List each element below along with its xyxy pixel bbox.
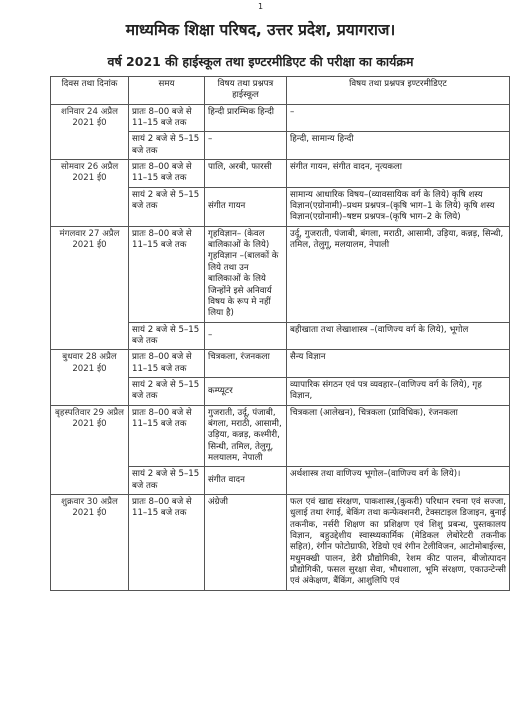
header-highschool: विषय तथा प्रश्नपत्र हाईस्कूल: [205, 77, 287, 105]
day-date-cell: बृहस्पतिवार 29 अप्रैल 2021 ई0: [51, 405, 129, 494]
page-subtitle: वर्ष 2021 की हाईस्कूल तथा इण्टरमीडिएट की परीक्षा का कार्यक्रम: [107, 54, 414, 69]
table-row: [51, 104, 510, 132]
header-intermediate: विषय तथा प्रश्नपत्र इण्टरमीडिएट: [287, 77, 510, 105]
highschool-cell: चित्रकला, रंजनकला: [205, 350, 287, 378]
intermediate-cell: सामान्य आधारिक विषय–(व्यावसायिक वर्ग के लिये) कृषि शस्य विज्ञान(एग्रोनामी)–प्रथम प्रश्नपत्र–(कृषि भाग–1 के लिये) कृषि शस्य विज्ञान(एग्रोनामी)–षष्टम प्रश्नपत्र–(कृषि भाग–2 के लिये): [287, 187, 510, 226]
highschool-cell: कम्प्यूटर: [205, 377, 287, 405]
page-title: माध्यमिक शिक्षा परिषद, उत्तर प्रदेश, प्रयागराज।: [125, 21, 396, 39]
intermediate-cell: हिन्दी, सामान्य हिन्दी: [287, 132, 510, 160]
highschool-cell: अंग्रेजी: [205, 495, 287, 591]
intermediate-cell: –: [287, 104, 510, 132]
header-time: समय: [129, 77, 205, 105]
table-row: [51, 350, 510, 378]
time-cell: प्रातः 8–00 बजे से 11–15 बजे तक: [129, 104, 205, 132]
intermediate-cell: चित्रकला (आलेखन), चित्रकला (प्राविधिक), रंजनकला: [287, 405, 510, 467]
intermediate-cell: अर्थशास्त्र तथा वाणिज्य भूगोल–(वाणिज्य वर्ग के लिये)।: [287, 467, 510, 495]
highschool-cell: पालि, अरबी, फारसी: [205, 160, 287, 188]
time-cell: प्रातः 8–00 बजे से 11–15 बजे तक: [129, 495, 205, 591]
table-row: [51, 226, 510, 322]
table-row: [51, 160, 510, 188]
time-cell: प्रातः 8–00 बजे से 11–15 बजे तक: [129, 160, 205, 188]
time-cell: सायं 2 बजे से 5–15 बजे तक: [129, 467, 205, 495]
time-cell: सायं 2 बजे से 5–15 बजे तक: [129, 322, 205, 350]
highschool-cell: संगीत गायन: [205, 187, 287, 226]
time-cell: सायं 2 बजे से 5–15 बजे तक: [129, 377, 205, 405]
highschool-cell: –: [205, 132, 287, 160]
highschool-cell: गुजराती, उर्दू, पंजाबी, बंगला, मराठी, आसामी, उड़िया, कन्नड़, कश्मीरी, सिन्धी, तमिल, तेलुगू, मलयालम, नेपाली: [205, 405, 287, 467]
intermediate-cell: उर्दू, गुजराती, पंजाबी, बंगला, मराठी, आसामी, उड़िया, कन्नड़, सिन्धी, तमिल, तेलुगू, मलयालम, नेपाली: [287, 226, 510, 322]
exam-schedule-table: [50, 76, 510, 591]
table-row: [51, 495, 510, 591]
day-date-cell: शुक्रवार 30 अप्रैल 2021 ई0: [51, 495, 129, 591]
intermediate-cell: सैन्य विज्ञान: [287, 350, 510, 378]
intermediate-cell: फल एवं खाद्य संरक्षण, पाकशास्त्र,(कुकरी) परिधान रचना एवं सज्जा, धुलाई तथा रंगाई, बेकिंग तथा कन्फेक्शनरी, टेक्सटाइल डिजाइन, बुनाई तकनीक, नर्सरी शिक्षण का प्रशिक्षण एवं शिशु प्रबन्ध, पुस्तकालय विज्ञान, बहुउद्देशीय स्वास्थ्यकार्मिक (मेडिकल लेबोरेटरी तकनीक सहित), रंगीन फोटोग्राफी, रेडियो एवं रंगीन टेलीविजन, आटोमोबाईल्स, मधुमक्खी पालन, डेरी प्रौद्योगिकी, रेशम कीट पालन, बीजोत्पादन प्रौद्योगिकी, फसल सुरक्षा सेवा, भौधशाला, भूमि संरक्षण, एकाउन्टेन्सी एवं अंकेक्षण, बैंकिंग, आशुलिपि एवं: [287, 495, 510, 591]
header-day-date: दिवस तथा दिनांक: [51, 77, 129, 105]
day-date-cell: मंगलवार 27 अप्रैल 2021 ई0: [51, 226, 129, 349]
day-date-cell: बुधवार 28 अप्रैल 2021 ई0: [51, 350, 129, 405]
time-cell: सायं 2 बजे से 5–15 बजे तक: [129, 132, 205, 160]
time-cell: प्रातः 8–00 बजे से 11–15 बजे तक: [129, 405, 205, 467]
intermediate-cell: बहीखाता तथा लेखाशास्त्र –(वाणिज्य वर्ग के लिये), भूगोल: [287, 322, 510, 350]
highschool-cell: संगीत वादन: [205, 467, 287, 495]
highschool-cell: –: [205, 322, 287, 350]
time-cell: सायं 2 बजे से 5–15 बजे तक: [129, 187, 205, 226]
day-date-cell: सोमवार 26 अप्रैल 2021 ई0: [51, 160, 129, 227]
highschool-cell: गृहविज्ञान– (केवल बालिकाओं के लिये) गृहविज्ञान –(बालकों के लिये तथा उन बालिकाओं के लिये जिन्होंने इसे अनिवार्य विषय के रूप मे नहीं लिया है): [205, 226, 287, 322]
page-number: 1: [257, 2, 264, 11]
time-cell: प्रातः 8–00 बजे से 11–15 बजे तक: [129, 350, 205, 378]
intermediate-cell: व्यापारिक संगठन एवं पत्र व्यवहार–(वाणिज्य वर्ग के लिये), गृह विज्ञान,: [287, 377, 510, 405]
highschool-cell: हिन्दी प्रारम्भिक हिन्दी: [205, 104, 287, 132]
intermediate-cell: संगीत गायन, संगीत वादन, नृत्यकला: [287, 160, 510, 188]
day-date-cell: शनिवार 24 अप्रैल 2021 ई0: [51, 104, 129, 159]
table-row: [51, 405, 510, 467]
time-cell: प्रातः 8–00 बजे से 11–15 बजे तक: [129, 226, 205, 322]
table-header-row: [51, 77, 510, 105]
